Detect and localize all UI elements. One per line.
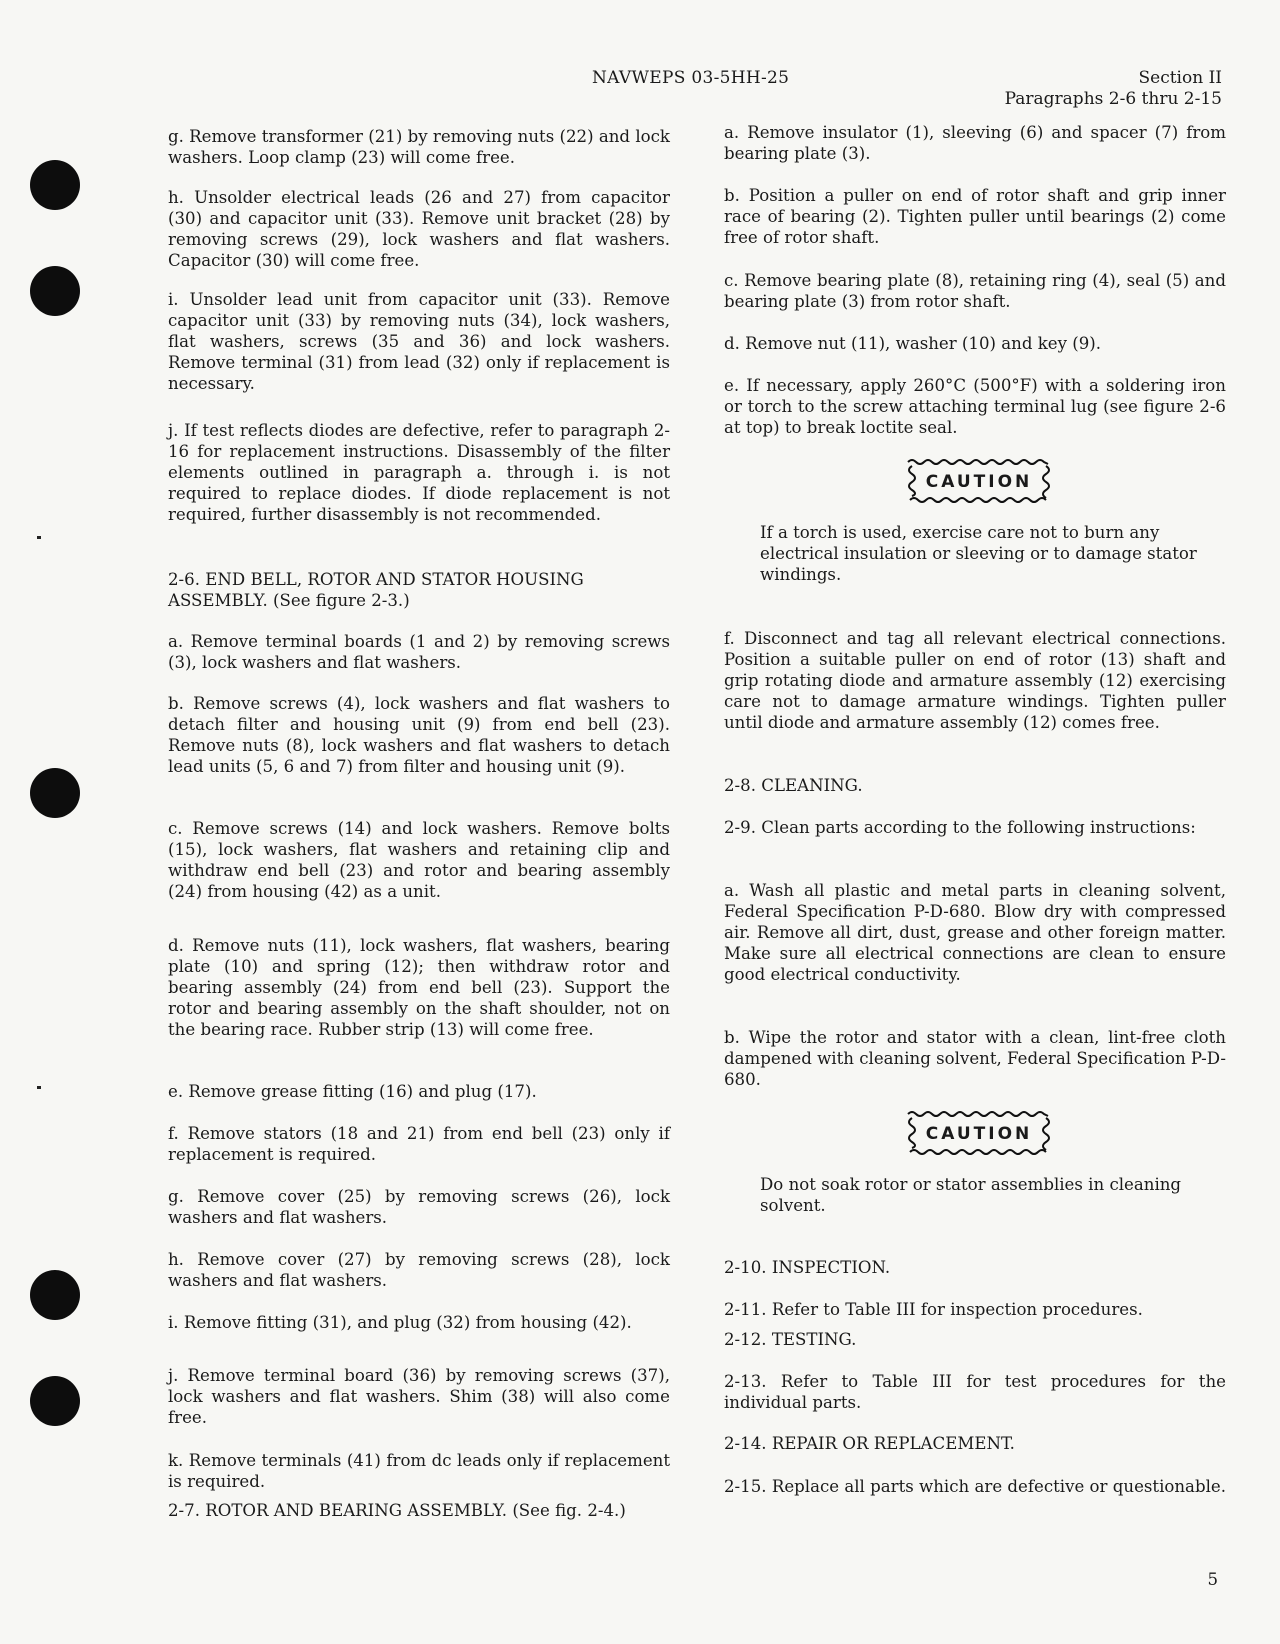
paragraph-range: Paragraphs 2-6 thru 2-15 — [1004, 89, 1222, 109]
step-j2: j. Remove terminal board (36) by removing screws (37), lock washers and flat washers. Shim (38) will also come free. — [168, 1366, 670, 1427]
step-d: d. Remove nuts (11), lock washers, flat washers, bearing plate (10) and spring (12); then withdraw rotor and bearing assembly (24) from end bell (23). Support the rotor and bearing assembly on the shaft shoulder, not on the bearing race. Rubber strip (13) will come free. — [168, 936, 670, 1039]
step-j: j. If test reflects diodes are defective, refer to paragraph 2-16 for replacement instructions. Disassembly of the filter elements outlined in paragraph a. through i. is not required to replace diodes. If diode replacement is not required, further disassembly is not recommended. — [168, 421, 670, 524]
step-c: c. Remove screws (14) and lock washers. Remove bolts (15), lock washers, flat washers and retaining clip and withdraw end bell (23) and rotor and bearing assembly (24) from housing (42) as a unit. — [168, 819, 670, 901]
margin-mark — [37, 1086, 41, 1089]
binder-hole-4 — [30, 1270, 80, 1320]
section-label: Section II — [1138, 68, 1222, 88]
binder-hole-3 — [30, 768, 80, 818]
step-g: g. Remove transformer (21) by removing nuts (22) and lock washers. Loop clamp (23) will come free. — [168, 127, 670, 167]
step-b: b. Position a puller on end of rotor shaft and grip inner race of bearing (2). Tighten puller until bearings (2) come free of rotor shaft. — [724, 186, 1226, 247]
paragraph-2-9: 2-9. Clean parts according to the following instructions: — [724, 818, 1196, 837]
step-c: c. Remove bearing plate (8), retaining ring (4), seal (5) and bearing plate (3) from rotor shaft. — [724, 271, 1226, 311]
step-a2: a. Wash all plastic and metal parts in cleaning solvent, Federal Specification P-D-680. Blow dry with compressed air. Remove all dirt, dust, grease and other foreign matter. Make sure all electrical connections are clean to ensure good electrical conductivity. — [724, 881, 1226, 984]
binder-hole-2 — [30, 266, 80, 316]
step-h: h. Unsolder electrical leads (26 and 27) from capacitor (30) and capacitor unit (33). Remove unit bracket (28) by removing screws (29), lock washers and flat washers. Capacitor (30) will come free. — [168, 188, 670, 270]
step-d: d. Remove nut (11), washer (10) and key (9). — [724, 334, 1102, 353]
heading-2-10: 2-10. INSPECTION. — [724, 1258, 891, 1277]
step-f: f. Disconnect and tag all relevant electrical connections. Position a suitable puller on end of rotor (13) shaft and grip rotating diode and armature assembly (12) exercising care not to damage armature windings. Tighten puller until diode and armature assembly (12) comes free. — [724, 629, 1226, 732]
caution-banner-1 — [904, 456, 1054, 506]
step-f: f. Remove stators (18 and 21) from end bell (23) only if replacement is required. — [168, 1124, 670, 1164]
page-number: 5 — [1207, 1570, 1218, 1589]
step-g2: g. Remove cover (25) by removing screws (26), lock washers and flat washers. — [168, 1187, 670, 1227]
document-number: NAVWEPS 03-5HH-25 — [592, 68, 790, 88]
step-e: e. If necessary, apply 260°C (500°F) with a soldering iron or torch to the screw attaching terminal lug (see figure 2-6 at top) to break loctite seal. — [724, 376, 1226, 437]
step-a: a. Remove insulator (1), sleeving (6) and spacer (7) from bearing plate (3). — [724, 123, 1226, 163]
step-b: b. Remove screws (4), lock washers and flat washers to detach filter and housing unit (9) from end bell (23). Remove nuts (8), lock washers and flat washers to detach lead units (5, 6 and 7) from filter and housing unit (9). — [168, 694, 670, 776]
heading-2-12: 2-12. TESTING. — [724, 1330, 857, 1349]
section-header — [1005, 68, 1222, 110]
paragraph-2-15: 2-15. Replace all parts which are defective or questionable. — [724, 1477, 1226, 1496]
step-i: i. Unsolder lead unit from capacitor unit (33). Remove capacitor unit (33) by removing nuts (34), lock washers, flat washers, screws (35 and 36) and lock washers. Remove terminal (31) from lead (32) only if replacement is necessary. — [168, 290, 670, 393]
step-i2: i. Remove fitting (31), and plug (32) from housing (42). — [168, 1313, 632, 1332]
step-b2: b. Wipe the rotor and stator with a clean, lint-free cloth dampened with cleaning solvent, Federal Specification P-D-680. — [724, 1028, 1226, 1089]
caution-label: CAUTION — [925, 1124, 1033, 1144]
binder-hole-1 — [30, 160, 80, 210]
binder-hole-5 — [30, 1376, 80, 1426]
heading-2-8: 2-8. CLEANING. — [724, 776, 863, 795]
caution-label: CAUTION — [925, 472, 1033, 492]
step-a: a. Remove terminal boards (1 and 2) by removing screws (3), lock washers and flat washers. — [168, 632, 670, 672]
paragraph-2-11: 2-11. Refer to Table III for inspection procedures. — [724, 1300, 1143, 1319]
step-k2: k. Remove terminals (41) from dc leads only if replacement is required. — [168, 1451, 670, 1491]
caution-text-2: Do not soak rotor or stator assemblies in cleaning solvent. — [760, 1175, 1182, 1215]
margin-mark — [37, 536, 41, 539]
heading-2-14: 2-14. REPAIR OR REPLACEMENT. — [724, 1434, 1015, 1453]
caution-text-1: If a torch is used, exercise care not to burn any electrical insulation or sleeving or to damage stator windings. — [760, 523, 1197, 584]
caution-banner-2 — [904, 1108, 1054, 1158]
step-e: e. Remove grease fitting (16) and plug (17). — [168, 1082, 537, 1101]
heading-2-6: 2-6. END BELL, ROTOR AND STATOR HOUSING ASSEMBLY. (See figure 2-3.) — [168, 570, 584, 610]
paragraph-2-13: 2-13. Refer to Table III for test procedures for the individual parts. — [724, 1372, 1226, 1412]
step-h2: h. Remove cover (27) by removing screws (28), lock washers and flat washers. — [168, 1250, 670, 1290]
heading-2-7: 2-7. ROTOR AND BEARING ASSEMBLY. (See fig. 2-4.) — [168, 1501, 626, 1520]
